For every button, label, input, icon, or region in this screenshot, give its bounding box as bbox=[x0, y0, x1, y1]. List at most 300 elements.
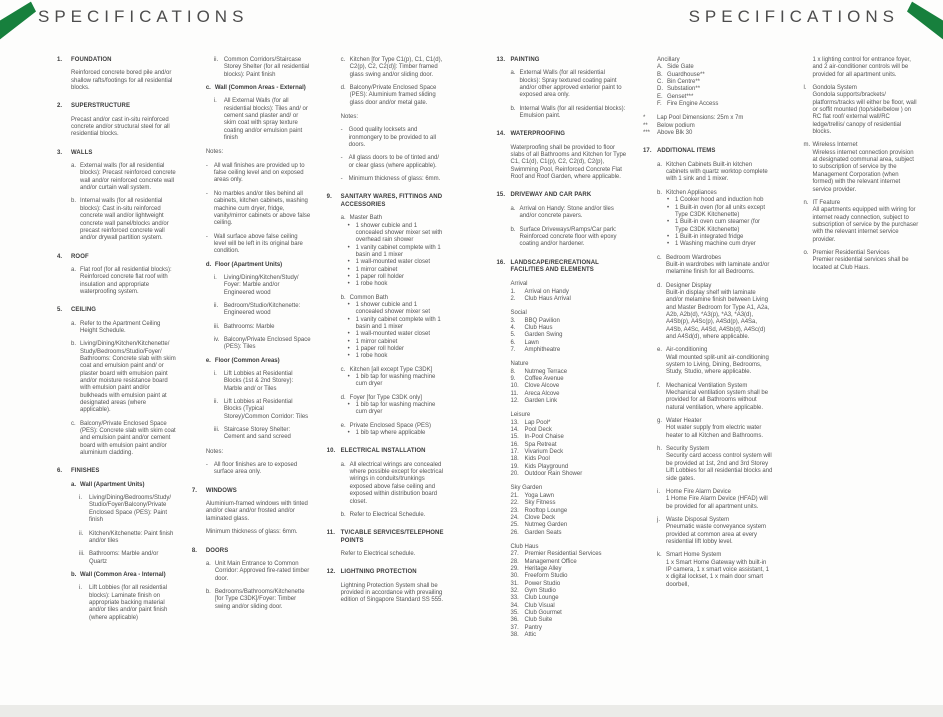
item-label: 14. bbox=[496, 131, 506, 138]
item-text: Club Haus bbox=[524, 324, 553, 331]
bullet-item bbox=[341, 339, 446, 346]
item-text: Staircase Storey Shelter: Cement and sand screed bbox=[223, 427, 291, 441]
page-bottom-edge bbox=[0, 705, 943, 717]
item-text: Club Lounge bbox=[524, 595, 559, 602]
item-label: j. bbox=[657, 516, 660, 523]
item-label: g. bbox=[657, 418, 663, 425]
item-label: • bbox=[347, 222, 350, 229]
item-text: 1 bib tap where applicable bbox=[355, 430, 426, 437]
lettered-item bbox=[341, 367, 446, 374]
notes-label bbox=[341, 114, 446, 121]
lettered-item bbox=[71, 267, 176, 296]
lettered-item bbox=[341, 462, 446, 506]
item-label: 32. bbox=[510, 587, 519, 594]
numbered-list-item bbox=[511, 625, 628, 632]
roman-item bbox=[206, 275, 311, 297]
item-label: 5. bbox=[57, 307, 63, 314]
numbered-list-item bbox=[511, 508, 628, 515]
section-heading bbox=[191, 547, 311, 555]
item-text: Leisure bbox=[510, 412, 531, 419]
section-heading bbox=[496, 192, 628, 199]
item-text: Coffee Avenue bbox=[524, 376, 564, 382]
item-label: b. bbox=[510, 105, 516, 112]
item-text: Unit Main Entrance to Common Corridor: Approved fire-rated timber door. bbox=[214, 560, 310, 582]
item-label: • bbox=[347, 244, 350, 251]
item-label: 36. bbox=[510, 617, 519, 624]
lettered-item bbox=[341, 423, 446, 430]
item-text: 1 mirror cabinet bbox=[355, 266, 398, 273]
item-label: F. bbox=[657, 101, 662, 108]
item-text: Guardhouse** bbox=[667, 71, 705, 78]
item-text: Premier Residential Services bbox=[812, 249, 890, 256]
numbered-list-item bbox=[511, 420, 628, 427]
notes-label bbox=[206, 149, 311, 156]
item-text: Internal walls (for all residential blocks): Cast in-situ reinforced concrete wall and/or lightweight concrete wall panel/blocks and/or precast reinforced concrete wall and/or drywall partition system. bbox=[80, 198, 169, 242]
note-item bbox=[206, 163, 311, 185]
item-text: Lightning Protection System shall be provided in accordance with prevailing edition of Singapore Standard SS 555. bbox=[340, 582, 444, 604]
roman-item bbox=[71, 585, 176, 622]
section-heading bbox=[57, 103, 176, 110]
numbered-list-item bbox=[511, 325, 628, 332]
section-heading bbox=[643, 148, 774, 155]
item-label: 16. bbox=[510, 441, 519, 448]
item-text: Bathrooms: Marble bbox=[223, 323, 275, 330]
item-label: b. bbox=[205, 588, 211, 595]
item-text: Sky Fitness bbox=[524, 500, 556, 507]
item-text: Refer to the Apartment Ceiling Height Schedule. bbox=[80, 320, 161, 334]
bullet-item bbox=[341, 274, 446, 281]
item-text: ROOF bbox=[71, 253, 89, 260]
spec-column-3 bbox=[327, 57, 446, 703]
item-label: 11. bbox=[326, 530, 335, 537]
item-text: Wall (Common Areas - External) bbox=[214, 85, 306, 92]
item-text: Bedroom Wardrobes bbox=[666, 254, 722, 261]
item-text: 1 wall-mounted water closet bbox=[355, 331, 431, 338]
numbered-list-item bbox=[511, 617, 628, 624]
item-text: Living/Dining/Kitchen/Study/ Foyer: Marble and/or Engineered wood bbox=[223, 274, 299, 296]
bullet-item bbox=[341, 267, 446, 274]
item-label: C. bbox=[657, 79, 663, 86]
group-label bbox=[511, 485, 628, 492]
item-label: a. bbox=[71, 163, 77, 170]
item-text: CEILING bbox=[71, 307, 97, 314]
roman-item bbox=[206, 399, 311, 421]
group-label bbox=[511, 281, 628, 288]
paragraph bbox=[71, 117, 176, 139]
item-text: Nutmeg Garden bbox=[524, 522, 568, 529]
item-text: Kitchen [all except Type C3DK] bbox=[349, 366, 433, 373]
item-text: 1 vanity cabinet complete with 1 basin and 1 mixer bbox=[355, 244, 441, 258]
item-description bbox=[804, 257, 921, 272]
item-text: Refer to Electrical schedule. bbox=[340, 550, 416, 557]
item-label: * bbox=[643, 115, 646, 122]
item-text: Designer Display bbox=[666, 282, 712, 289]
item-label: h. bbox=[657, 446, 663, 453]
footnote-item bbox=[643, 122, 774, 130]
item-text: No marbles and/or tiles behind all cabinets, kitchen cabinets, washing machine cum dryer, fridge, vanity/mirror cabinets or above false ceiling. bbox=[213, 190, 311, 227]
item-label: 2. bbox=[57, 103, 63, 110]
numbered-list-item bbox=[511, 442, 628, 449]
roman-item bbox=[71, 551, 176, 566]
item-text: Water Heater bbox=[666, 418, 702, 425]
item-text: Pool Deck bbox=[524, 427, 552, 434]
ancillary-item bbox=[657, 101, 774, 108]
item-label: ii. bbox=[79, 530, 84, 537]
item-label: 10. bbox=[326, 448, 336, 455]
section-heading bbox=[57, 253, 176, 261]
item-text: Bathrooms: Marble and/or Quartz bbox=[89, 551, 159, 565]
item-text: 1 wall-mounted water closet bbox=[355, 259, 431, 266]
item-label: n. bbox=[803, 199, 809, 206]
group-label bbox=[511, 544, 628, 551]
lettered-item bbox=[341, 57, 446, 79]
roman-item bbox=[206, 57, 311, 79]
item-label: 34. bbox=[510, 602, 519, 609]
item-label: 11. bbox=[510, 390, 519, 397]
item-label: a. bbox=[71, 266, 77, 273]
item-label: d. bbox=[657, 282, 663, 289]
note-item bbox=[206, 234, 311, 256]
item-label: d. bbox=[340, 85, 346, 92]
item-label: 3. bbox=[57, 149, 63, 156]
item-text: 1 Built-in oven cum steamer (for Type C3DK Kitchenette) bbox=[675, 219, 761, 233]
item-text: Amphitheatre bbox=[524, 346, 561, 353]
bullet-item bbox=[341, 259, 446, 266]
item-text: Ancillary bbox=[657, 57, 680, 63]
item-text: WALLS bbox=[71, 149, 93, 156]
item-text: 1 Cooker hood and induction hob bbox=[675, 197, 764, 204]
item-label: • bbox=[667, 197, 670, 204]
item-text: Premier residential services shall be located at Club Haus. bbox=[812, 257, 909, 271]
numbered-list-item bbox=[511, 340, 628, 347]
item-label: a. bbox=[71, 320, 77, 327]
lettered-item bbox=[71, 321, 176, 336]
numbered-list-item bbox=[511, 391, 628, 398]
item-label: - bbox=[340, 127, 343, 134]
roman-item bbox=[206, 324, 311, 331]
item-label: • bbox=[347, 338, 350, 345]
item-text: Living/Dining/Kitchen/Kitchenette/ Study/Bedrooms/Studio/Foyer/ Bathrooms: Concrete slab with skim coat and emulsion paint and/ or plaster board with emulsion paint and/or moisture resistance board with emulsion paint and/or bulkheads with emulsion paint at designated areas (where applicable). bbox=[80, 341, 176, 414]
numbered-list-item bbox=[511, 588, 628, 595]
item-label: • bbox=[347, 353, 350, 360]
numbered-list-item bbox=[511, 515, 628, 522]
item-label: - bbox=[340, 155, 343, 162]
item-text: Lift Lobbies (for all residential blocks): Laminate finish on appropriate backing material and/or tiles and/or paint finish (where applicable) bbox=[89, 585, 168, 621]
item-text: Foyer [for Type C3DK only] bbox=[349, 394, 422, 401]
item-description bbox=[657, 262, 774, 277]
item-label: 27. bbox=[510, 551, 519, 558]
section-heading bbox=[496, 131, 628, 138]
numbered-list-item bbox=[511, 530, 628, 537]
item-label: k. bbox=[657, 552, 662, 559]
item-text: Club Haus bbox=[510, 543, 539, 550]
item-text: Management Office bbox=[524, 558, 577, 565]
item-label: 25. bbox=[510, 522, 519, 529]
item-text: Balcony/Private Enclosed Space (PES): Tiles bbox=[223, 336, 311, 351]
item-text: Built-in wardrobes with laminate and/or melamine finish for all Bedrooms. bbox=[666, 261, 770, 276]
item-text: Gym Studio bbox=[524, 587, 556, 594]
item-label: - bbox=[205, 462, 208, 469]
item-text: Precast and/or cast in-situ reinforced concrete and/or structural steel for all residential blocks. bbox=[71, 116, 170, 138]
item-text: Built-in display shelf with laminate and/or melamine finish between Living and Master Bedroom for Type A1, A2a, A2b, A2b(d), *A3(p), *A3, *A3(d), A4Sb(p), A4Sc(p), A4Sd(p), A4Sa, A4Sb, A4Sc, A4Sd, A4Sb(d), A4Sc(d) and A4Sd(d), where applicable. bbox=[666, 289, 770, 340]
bullet-item bbox=[657, 205, 774, 220]
item-label: *** bbox=[643, 130, 651, 137]
item-label: i. bbox=[213, 274, 217, 281]
item-text: Bedroom/Studio/Kitchenette: Engineered wood bbox=[223, 302, 301, 317]
lettered-item bbox=[71, 341, 176, 414]
item-text: Kids Pool bbox=[524, 456, 550, 463]
item-label: a. bbox=[205, 560, 211, 567]
item-label: i. bbox=[213, 371, 217, 377]
item-text: SANITARY WARES, FITTINGS AND ACCESSORIES bbox=[340, 194, 443, 208]
item-text: Master Bath bbox=[349, 215, 383, 222]
item-label: 15. bbox=[510, 434, 519, 441]
item-text: Reinforced concrete bored pile and/or shallow rafts/footings for all residential blocks. bbox=[71, 70, 173, 92]
item-label: b. bbox=[657, 189, 663, 196]
item-text: Above Blk 30 bbox=[657, 130, 693, 137]
item-text: Areca Alcove bbox=[524, 390, 560, 397]
item-text: All External Walls (for all residential blocks): Tiles and/ or cement sand plaster and/ or skim coat with spray texture coating and/or emulsion paint finish bbox=[223, 98, 308, 142]
item-label: 26. bbox=[510, 529, 519, 536]
item-text: Minimum thickness of glass: 6mm. bbox=[348, 176, 441, 183]
item-text: Arrival on Handy: Stone and/or tiles and/or concrete pavers. bbox=[519, 205, 614, 220]
lettered-item bbox=[657, 255, 774, 262]
item-text: Pneumatic waste conveyance system provided at common area at every residential lift lobby level. bbox=[666, 524, 767, 545]
numbered-list-item bbox=[511, 456, 628, 463]
paragraph bbox=[71, 70, 176, 92]
item-label: i. bbox=[213, 98, 217, 105]
ancillary-item bbox=[657, 94, 774, 101]
lettered-item bbox=[804, 142, 921, 149]
item-text: Lap Pool Dimensions: 25m x 7m bbox=[657, 115, 744, 122]
item-label: a. bbox=[510, 70, 516, 77]
item-text: Gondola supports/brackets/ platforms/tracks will either be floor, wall or soffit mounted (top/side/below ) on RC flat roof/ external wall/RC ledge/trellis/ canopy of residential blocks. bbox=[812, 92, 917, 136]
item-label: 9. bbox=[326, 194, 332, 201]
item-label: i. bbox=[79, 495, 82, 502]
item-text: Notes: bbox=[340, 114, 358, 121]
bullet-item bbox=[341, 317, 446, 332]
item-label: D. bbox=[657, 86, 663, 93]
item-text: Arrival on Handy bbox=[524, 288, 569, 295]
item-label: c. bbox=[657, 254, 662, 261]
lettered-item bbox=[511, 70, 628, 99]
item-text: Lift Lobbies at Residential Blocks (1st & 2nd Storey): Marble and/ or Tiles bbox=[223, 371, 294, 392]
item-text: Arrival bbox=[510, 281, 528, 288]
spec-column-4 bbox=[497, 57, 628, 703]
item-text: Notes: bbox=[205, 149, 224, 156]
item-text: Bin Centre** bbox=[667, 79, 701, 86]
item-text: FINISHES bbox=[71, 468, 100, 475]
lettered-item bbox=[657, 552, 774, 559]
item-text: Heritage Alley bbox=[524, 565, 562, 572]
item-text: Home Fire Alarm Device bbox=[666, 488, 732, 495]
item-label: • bbox=[667, 241, 670, 248]
item-text: Club Suite bbox=[524, 617, 553, 624]
item-label: 35. bbox=[510, 609, 519, 616]
numbered-list-item bbox=[511, 522, 628, 529]
numbered-list-item bbox=[511, 332, 628, 339]
item-text: In-Pool Chaise bbox=[524, 434, 564, 441]
item-text: Premier Residential Services bbox=[524, 551, 602, 558]
item-text: 1 bib tap for washing machine cum dryer bbox=[355, 402, 436, 416]
item-text: Club Gourmet bbox=[524, 609, 562, 616]
bullet-item bbox=[341, 353, 446, 360]
lettered-item bbox=[341, 85, 446, 107]
lettered-item bbox=[657, 418, 774, 425]
paragraph bbox=[511, 145, 628, 182]
item-text: Wall (Common Area - Internal) bbox=[80, 571, 166, 578]
item-description bbox=[657, 425, 774, 440]
item-text: 1 paper roll holder bbox=[355, 273, 405, 280]
paragraph bbox=[206, 501, 311, 523]
item-text: BBQ Pavilion bbox=[524, 317, 560, 324]
item-description bbox=[657, 524, 774, 546]
section-heading bbox=[326, 448, 446, 455]
section-heading bbox=[326, 569, 446, 576]
numbered-list-item bbox=[511, 595, 628, 602]
item-label: e. bbox=[657, 347, 663, 354]
notes-label bbox=[206, 449, 311, 456]
right-columns bbox=[497, 57, 921, 703]
numbered-list-item bbox=[511, 471, 628, 478]
item-label: ii. bbox=[213, 57, 219, 63]
item-label: - bbox=[205, 233, 208, 240]
bullet-item bbox=[341, 430, 446, 437]
item-text: FOUNDATION bbox=[71, 57, 112, 63]
item-text: Yoga Lawn bbox=[524, 492, 554, 499]
item-label: • bbox=[347, 259, 350, 266]
left-columns bbox=[57, 57, 446, 703]
item-label: 15. bbox=[496, 192, 506, 199]
lettered-item bbox=[341, 395, 446, 402]
bullet-item bbox=[341, 374, 446, 389]
item-label: iii. bbox=[213, 427, 220, 434]
item-description bbox=[657, 453, 774, 482]
ancillary-item bbox=[657, 86, 774, 93]
bullet-item bbox=[341, 245, 446, 260]
item-label: a. bbox=[657, 161, 663, 168]
item-text: All floor finishes are to exposed surface area only. bbox=[213, 462, 298, 476]
item-text: Wall surface above false ceiling level will be left in its original bare condition. bbox=[213, 233, 303, 255]
item-text: Fire Engine Access bbox=[667, 101, 719, 108]
item-text: 1 mirror cabinet bbox=[355, 338, 398, 345]
item-label: i. bbox=[79, 585, 82, 592]
item-label: iii. bbox=[79, 551, 85, 558]
item-text: LANDSCAPE/RECREATIONAL FACILITIES AND ELEMENTS bbox=[510, 259, 599, 273]
lettered-item bbox=[657, 283, 774, 290]
item-label: a. bbox=[510, 205, 516, 212]
item-label: 7. bbox=[510, 346, 516, 353]
note-item bbox=[206, 191, 311, 228]
item-label: 14. bbox=[510, 427, 519, 434]
item-text: Bedrooms/Bathrooms/Kitchenette [for Type C3DK]/Foyer: Timber swing and/or sliding door. bbox=[214, 588, 305, 610]
item-text: Club Haus Arrival bbox=[524, 295, 571, 302]
item-label: - bbox=[340, 176, 343, 183]
numbered-list-item bbox=[511, 318, 628, 325]
item-text: Lap Pool* bbox=[524, 419, 551, 426]
item-label: 7. bbox=[191, 487, 198, 494]
section-heading bbox=[191, 487, 311, 495]
item-description bbox=[657, 355, 774, 377]
spec-column-1 bbox=[57, 57, 176, 703]
item-label: b. bbox=[510, 226, 516, 233]
item-label: 20. bbox=[510, 471, 519, 478]
item-label: 8. bbox=[510, 368, 516, 375]
item-text: All wall finishes are provided up to false ceiling level and on exposed areas only. bbox=[213, 162, 305, 184]
item-text: Attic bbox=[524, 632, 537, 638]
numbered-list-item bbox=[511, 398, 628, 405]
item-label: ii. bbox=[213, 399, 219, 406]
item-label: • bbox=[347, 331, 350, 338]
item-label: 2. bbox=[510, 295, 516, 302]
item-text: Clove Deck bbox=[524, 514, 556, 521]
item-text: Outdoor Rain Shower bbox=[524, 471, 583, 478]
item-label: 13. bbox=[496, 57, 506, 63]
item-text: DRIVEWAY AND CAR PARK bbox=[510, 192, 592, 199]
item-label: 17. bbox=[510, 449, 519, 456]
numbered-list-item bbox=[511, 434, 628, 441]
item-text: Nutmeg Terrace bbox=[524, 368, 568, 375]
item-text: Wall (Apartment Units) bbox=[80, 481, 145, 488]
item-description bbox=[804, 150, 921, 194]
item-text: Pantry bbox=[524, 624, 542, 631]
item-label: A. bbox=[657, 64, 663, 71]
group-label bbox=[511, 310, 628, 317]
numbered-list-item bbox=[511, 383, 628, 390]
item-label: 5. bbox=[510, 332, 516, 339]
numbered-list-item bbox=[511, 347, 628, 354]
item-description bbox=[657, 496, 774, 511]
item-text: Garden Seats bbox=[524, 529, 562, 536]
item-label: b. bbox=[340, 511, 346, 518]
item-text: Internal Walls (for all residential blocks): Emulsion paint. bbox=[519, 105, 626, 120]
item-label: iv. bbox=[213, 336, 220, 343]
item-text: Lift Lobbies at Residential Blocks (Typical Storey)/Common Corridor: Tiles bbox=[223, 399, 309, 420]
item-text: Balcony/Private Enclosed Space (PES): Concrete slab with skim coat and emulsion paint and/or cement board with emulsion paint and/or aluminium cladding. bbox=[80, 420, 176, 457]
lettered-item bbox=[657, 162, 774, 184]
item-text: Wireless internet connection provision at designated communal area, subject to subscription of service by the Management Corporation (when formed) with the relevant internet service provider. bbox=[812, 149, 914, 193]
section-heading bbox=[57, 149, 176, 157]
item-label: f. bbox=[657, 382, 661, 389]
item-label: 19. bbox=[510, 463, 519, 470]
item-label: 12. bbox=[326, 569, 336, 576]
item-text: All glass doors to be of tinted and/ or clear glass (where applicable). bbox=[348, 155, 440, 169]
roman-item bbox=[206, 337, 311, 352]
item-label: c. bbox=[340, 57, 346, 63]
item-text: Security System bbox=[666, 446, 710, 453]
item-description bbox=[657, 290, 774, 341]
lettered-item bbox=[511, 227, 628, 249]
item-text: PAINTING bbox=[510, 57, 540, 63]
item-description bbox=[804, 92, 921, 136]
note-item bbox=[341, 127, 446, 149]
item-text: ADDITIONAL ITEMS bbox=[657, 148, 716, 155]
item-text: Floor (Apartment Units) bbox=[214, 261, 283, 268]
item-text: Clove Alcove bbox=[524, 383, 560, 390]
item-text: Genset*** bbox=[667, 93, 694, 100]
bullet-item bbox=[341, 281, 446, 288]
item-description bbox=[804, 207, 921, 244]
item-text: Air-conditioning bbox=[666, 347, 708, 354]
numbered-list-item bbox=[511, 566, 628, 573]
paragraph bbox=[341, 583, 446, 605]
item-label: e. bbox=[340, 422, 346, 429]
numbered-list-item bbox=[511, 369, 628, 376]
item-text: Club Visual bbox=[524, 602, 555, 609]
item-text: WATERPROOFING bbox=[510, 131, 566, 138]
lettered-item bbox=[511, 206, 628, 221]
note-item bbox=[341, 176, 446, 183]
